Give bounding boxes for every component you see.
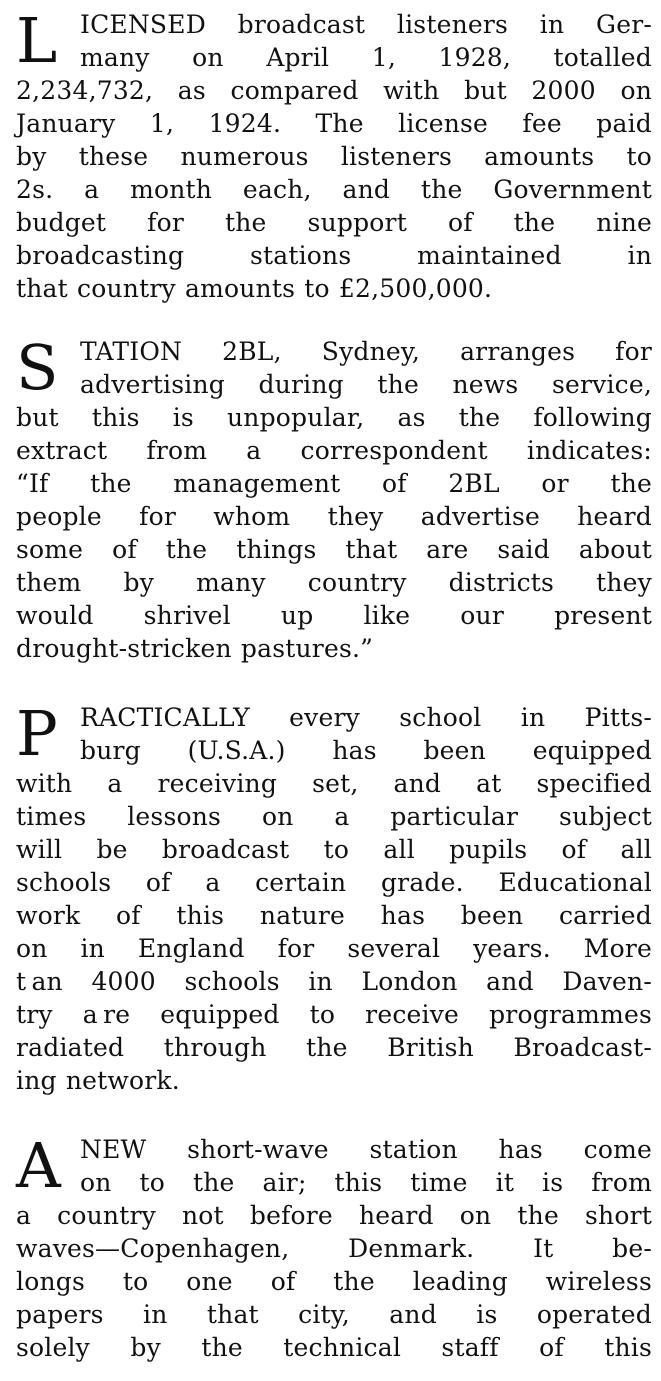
paragraph-station-2bl [16, 331, 652, 665]
text-line: papers in that city, and is operated [16, 1300, 652, 1329]
text-line: by these numerous listeners amounts to [16, 142, 652, 171]
text-line: would shrivel up like our present [16, 601, 652, 630]
text-line: 2,234,732, as compared with but 2000 on [16, 76, 652, 105]
text-line: radiated through the British Broadcast- [16, 1033, 652, 1062]
article-column [16, 0, 652, 1364]
drop-cap-initial: L [16, 4, 58, 77]
text-line: them by many country districts they [16, 568, 652, 597]
text-line: many on April 1, 1928, totalled [80, 43, 652, 72]
text-line: some of the things that are said about [16, 535, 652, 564]
text-line: try a re equipped to receive programmes [16, 1000, 652, 1029]
text-line: budget for the support of the nine [16, 208, 652, 237]
text-line: burg (U.S.A.) has been equipped [80, 736, 652, 765]
text-line: broadcasting stations maintained in [16, 241, 652, 270]
text-line: people for whom they advertise heard [16, 502, 652, 531]
text-line: on to the air; this time it is from [80, 1168, 652, 1197]
text-line: “If the management of 2BL or the [16, 469, 652, 498]
text-line: TATION 2BL, Sydney, arranges for [80, 337, 652, 366]
text-line: with a receiving set, and at specified [16, 769, 652, 798]
text-line: waves—Copenhagen, Denmark. It be- [16, 1234, 652, 1263]
drop-cap-initial: A [16, 1129, 61, 1202]
text-line: times lessons on a particular subject [16, 802, 652, 831]
paragraph-copenhagen-station [16, 1129, 652, 1364]
text-line: advertising during the news service, [80, 370, 652, 399]
text-line: ing network. [16, 1066, 180, 1095]
text-line: t an 4000 schools in London and Daven- [16, 967, 652, 996]
text-line: on in England for several years. More [16, 934, 652, 963]
paragraph-pittsburg-schools [16, 697, 652, 1097]
text-line: RACTICALLY every school in Pitts- [80, 703, 652, 732]
text-line: longs to one of the leading wireless [16, 1267, 652, 1296]
text-line: work of this nature has been carried [16, 901, 652, 930]
paragraph-licensed-listeners [16, 4, 652, 305]
drop-cap-initial: P [16, 697, 58, 770]
text-line: January 1, 1924. The license fee paid [16, 109, 652, 138]
drop-cap-initial: S [16, 331, 59, 404]
text-line: will be broadcast to all pupils of all [16, 835, 652, 864]
text-line: extract from a correspondent indicates: [16, 436, 652, 465]
text-line: schools of a certain grade. Educational [16, 868, 652, 897]
text-line: solely by the technical staff of this [16, 1333, 652, 1362]
text-line: a country not before heard on the short [16, 1201, 652, 1230]
text-line: ICENSED broadcast listeners in Ger- [80, 10, 652, 39]
text-line: but this is unpopular, as the following [16, 403, 652, 432]
text-line: that country amounts to £2,500,000. [16, 274, 493, 303]
text-line: NEW short-wave station has come [80, 1135, 652, 1164]
text-line: 2s. a month each, and the Government [16, 175, 652, 204]
text-line: drought-stricken pastures.” [16, 634, 374, 663]
